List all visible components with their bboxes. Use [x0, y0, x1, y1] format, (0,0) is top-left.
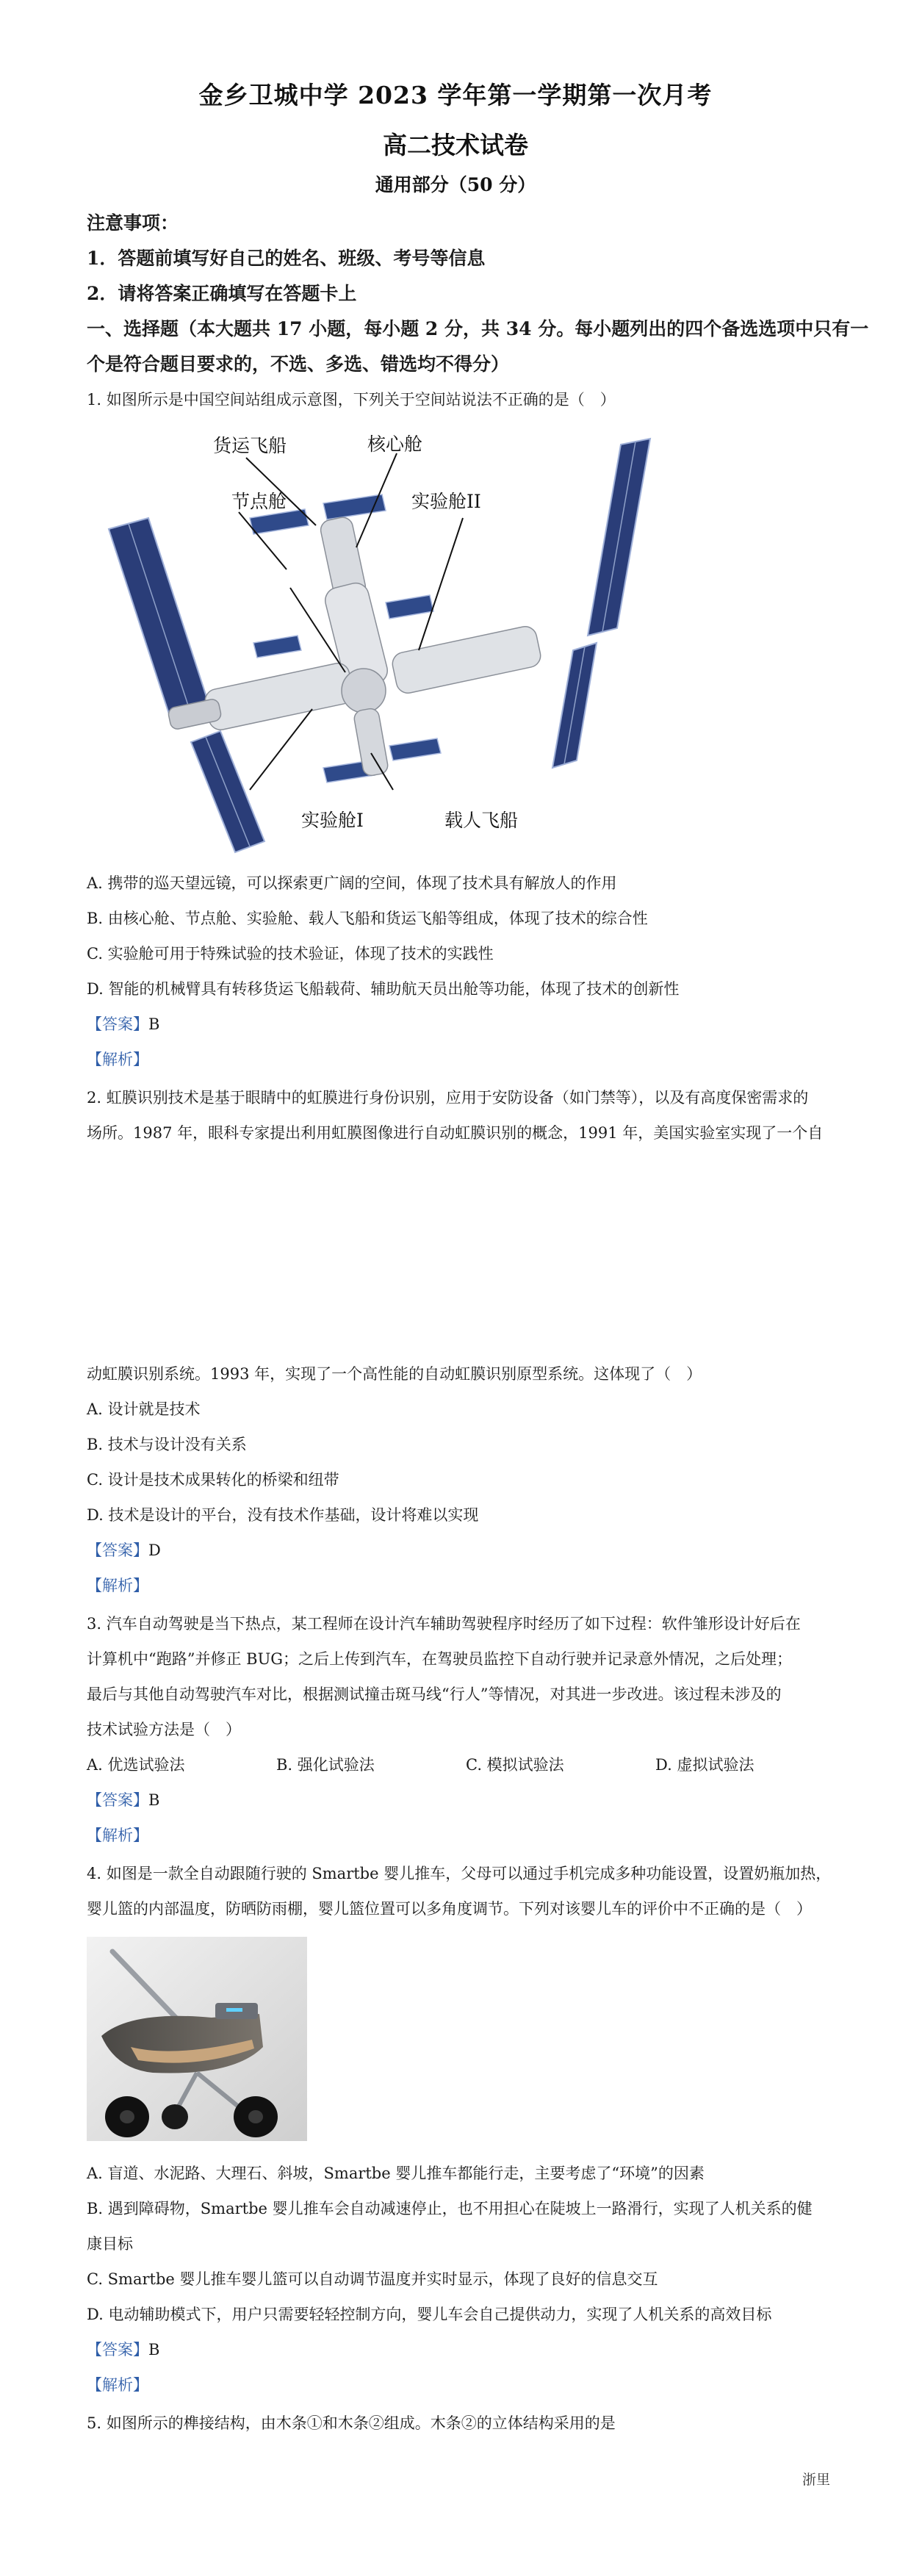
answer-value: B [148, 1015, 160, 1033]
solar-panel-right-lower [552, 643, 597, 768]
q3-option-c: C. 模拟试验法 [466, 1756, 564, 1774]
q1-answer [87, 1012, 829, 1035]
answer-label: 【答案】 [87, 2341, 148, 2359]
answer-label: 【答案】 [87, 1015, 148, 1033]
q4-option-a: A. 盲道、水泥路、大理石、斜坡，Smartbe 婴儿推车都能行走，主要考虑了“环境”的因素 [87, 2165, 705, 2182]
q1-option-a: A. 携带的巡天望远镜，可以探索更广阔的空间，体现了技术具有解放人的作用 [87, 874, 617, 892]
node-module [342, 669, 386, 713]
q4-option-b-cont: 康目标 [87, 2235, 133, 2253]
q1-stem: 1. 如图所示是中国空间站组成示意图，下列关于空间站说法不正确的是（ ） [87, 391, 616, 409]
label-node-module: 节点舱 [231, 491, 287, 512]
q2-analysis: 【解析】 [87, 1577, 148, 1594]
space-station-figure [103, 430, 669, 856]
q4-answer [87, 2338, 829, 2360]
q2-option-a: A. 设计就是技术 [87, 1400, 201, 1418]
q2-option-b: B. 技术与设计没有关系 [87, 1436, 247, 1453]
q2-stem-line-2: 场所。1987 年，眼科专家提出利用虹膜图像进行自动虹膜识别的概念，1991 年，美国实验室实现了一个自 [87, 1124, 824, 1142]
answer-value: B [148, 1791, 160, 1809]
q3-option-b: B. 强化试验法 [276, 1756, 375, 1774]
q1-option-c: C. 实验舱可用于特殊试验的技术验证，体现了技术的实践性 [87, 945, 494, 963]
q3-option-a: A. 优选试验法 [87, 1756, 185, 1774]
q4-stem-line-2: 婴儿篮的内部温度，防晒防雨棚，婴儿篮位置可以多角度调节。下列对该婴儿车的评价中不正确的是（ ） [87, 1900, 812, 1918]
q2-option-d: D. 技术是设计的平台，没有技术作基础，设计将难以实现 [87, 1506, 479, 1524]
q3-option-d: D. 虚拟试验法 [655, 1756, 755, 1774]
part-one-line-1: 一、选择题（本大题共 17 小题，每小题 2 分，共 34 分。每小题列出的四个备选选项中只有一 [87, 318, 869, 339]
q4-stem-line-1: 4. 如图是一款全自动跟随行驶的 Smartbe 婴儿推车，父母可以通过手机完成多种功能设置，设置奶瓶加热， [87, 1865, 832, 1882]
q4-analysis: 【解析】 [87, 2376, 148, 2394]
q2-stem-line-1: 2. 虹膜识别技术是基于眼睛中的虹膜进行身份识别，应用于安防设备（如门禁等），以及有高度保密需求的 [87, 1089, 809, 1107]
notice-item-2: 2．请将答案正确填写在答题卡上 [87, 283, 357, 304]
answer-label: 【答案】 [87, 1541, 148, 1559]
q3-stem-line-4: 技术试验方法是（ ） [87, 1721, 241, 1738]
q3-stem-line-3: 最后与其他自动驾驶汽车对比，根据测试撞击斑马线“行人”等情况，对其进一步改进。该过程未涉及的 [87, 1685, 782, 1703]
solar-panel-right [588, 439, 650, 636]
label-cargo-ship: 货运飞船 [213, 435, 287, 456]
q5-stem: 5. 如图所示的榫接结构，由木条①和木条②组成。木条②的立体结构采用的是 [87, 2414, 616, 2432]
q3-stem-line-2: 计算机中“跑路”并修正 BUG；之后上传到汽车，在驾驶员监控下自动行驶并记录意外情况，之后处理； [87, 1650, 793, 1668]
lab-module-2 [390, 625, 542, 695]
footer-watermark: 浙里 [802, 2472, 830, 2488]
label-lab-2: 实验舱II [411, 491, 481, 512]
q1-option-d: D. 智能的机械臂具有转移货运飞船载荷、辅助航天员出舱等功能，体现了技术的创新性 [87, 980, 680, 998]
q3-stem-line-1: 3. 汽车自动驾驶是当下热点，某工程师在设计汽车辅助驾驶程序时经历了如下过程：软件雏形设计好后在 [87, 1615, 801, 1633]
answer-label: 【答案】 [87, 1791, 148, 1809]
q3-analysis: 【解析】 [87, 1827, 148, 1844]
q4-option-c: C. Smartbe 婴儿推车婴儿篮可以自动调节温度并实时显示，体现了良好的信息交互 [87, 2270, 658, 2288]
answer-value: B [148, 2341, 160, 2359]
exam-subtitle: 高二技术试卷 [383, 131, 528, 159]
q1-analysis: 【解析】 [87, 1051, 148, 1068]
q2-option-c: C. 设计是技术成果转化的桥梁和纽带 [87, 1471, 339, 1489]
notice-item-1: 1．答题前填写好自己的姓名、班级、考号等信息 [87, 248, 486, 269]
q3-answer [87, 1788, 829, 1810]
exam-title: 金乡卫城中学 2023 学年第一学期第一次月考 [198, 81, 713, 109]
q2-stem-line-3: 动虹膜识别系统。1993 年，实现了一个高性能的自动虹膜识别原型系统。这体现了（ ） [87, 1365, 702, 1383]
q2-answer [87, 1539, 829, 1561]
part-one-line-2: 个是符合题目要求的，不选、多选、错选均不得分） [87, 353, 510, 375]
section-title: 通用部分（50 分） [375, 174, 536, 195]
q4-option-b: B. 遇到障碍物，Smartbe 婴儿推车会自动减速停止，也不用担心在陡坡上一路滑行，实现了人机关系的健 [87, 2200, 813, 2217]
label-core-module: 核心舱 [367, 433, 423, 455]
label-lab-1: 实验舱I [301, 810, 364, 831]
q1-option-b: B. 由核心舱、节点舱、实验舱、载人飞船和货运飞船等组成，体现了技术的综合性 [87, 910, 648, 927]
notice-heading: 注意事项： [87, 212, 179, 234]
q3-options [87, 1753, 829, 1775]
answer-value: D [148, 1541, 161, 1559]
solar-panel-left-lower [191, 731, 264, 852]
q4-option-d: D. 电动辅助模式下，用户只需要轻轻控制方向，婴儿车会自己提供动力，实现了人机关系的高效目标 [87, 2306, 772, 2323]
label-crew-ship: 载人飞船 [444, 810, 519, 831]
baby-stroller-photo [87, 1937, 307, 2141]
